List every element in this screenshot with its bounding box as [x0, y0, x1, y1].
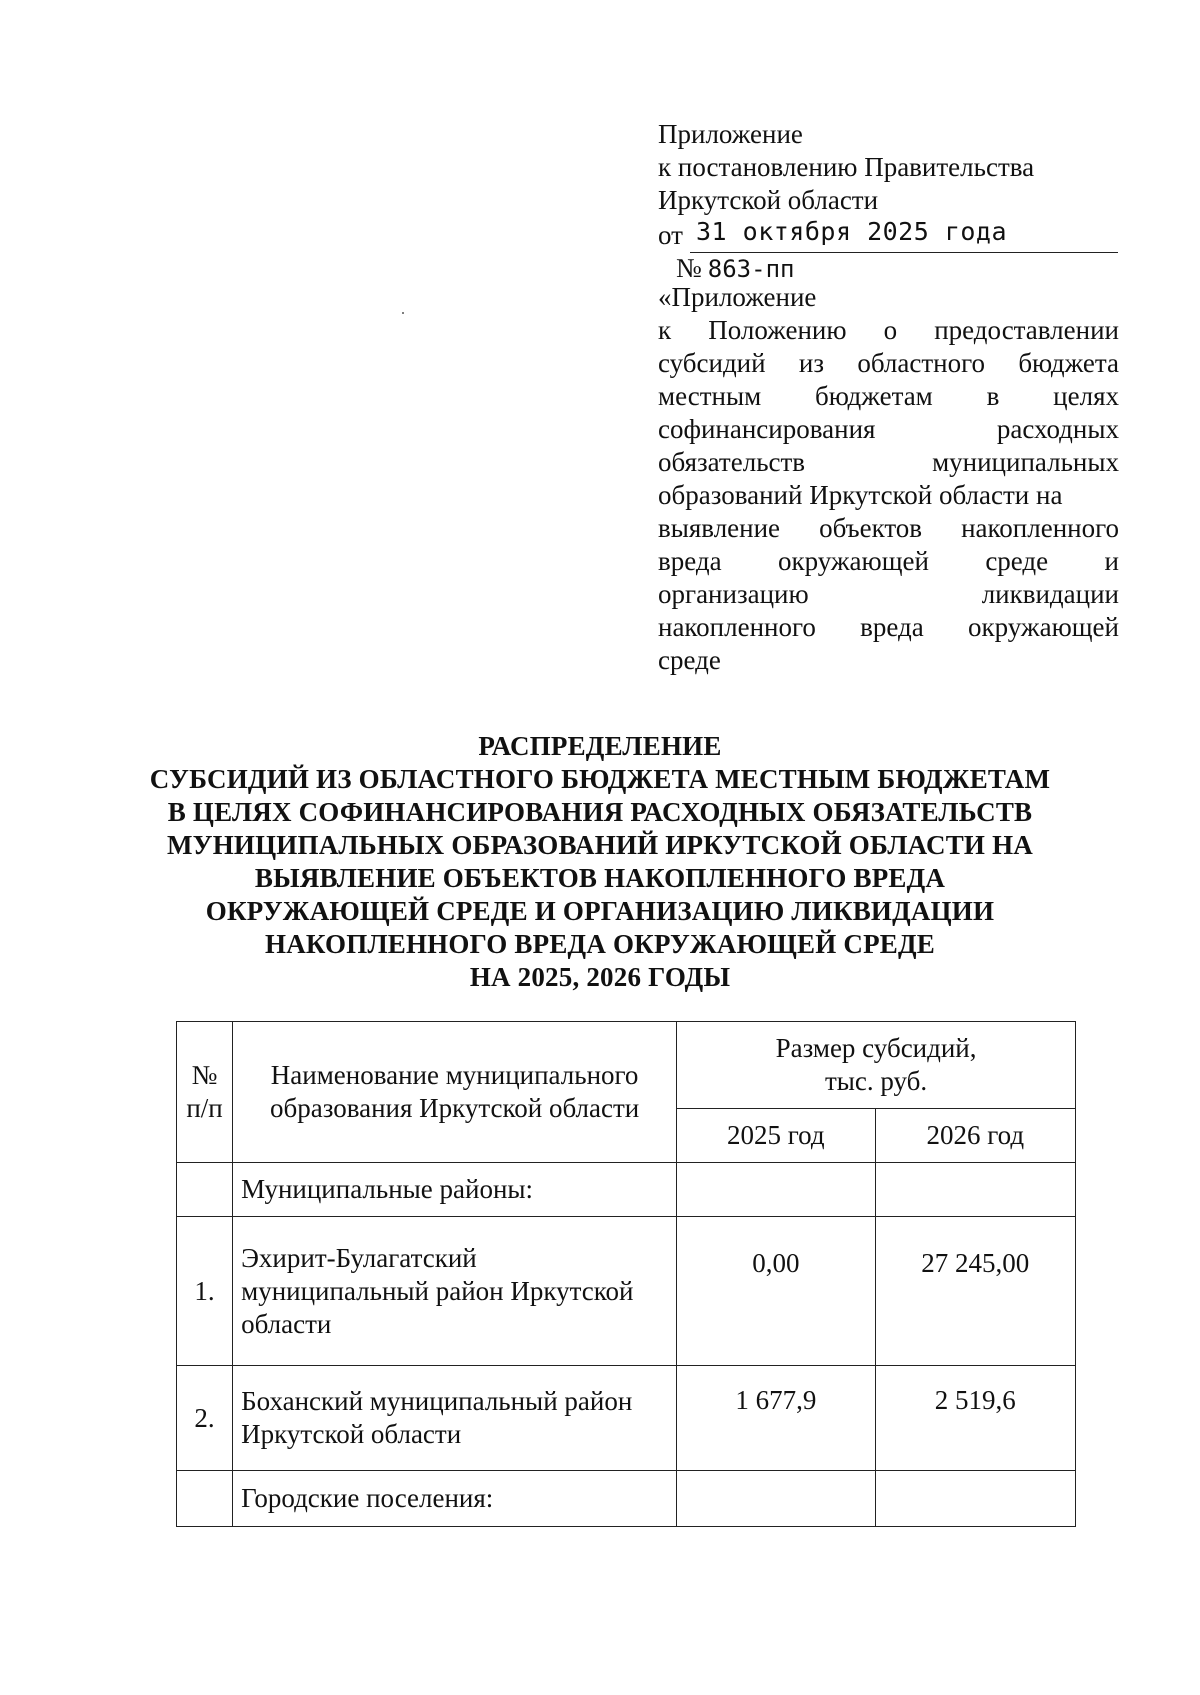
- appendix-line: [658, 479, 1119, 512]
- table-cell: [875, 1163, 1075, 1217]
- approval-line-1: Приложение: [658, 119, 803, 149]
- row-name-line: Эхирит-Булагатский: [241, 1242, 477, 1273]
- appendix-word: среде: [985, 546, 1049, 576]
- table-row: [177, 1366, 1076, 1471]
- appendix-word: образований Иркутской области на: [658, 480, 1063, 510]
- date-prefix: от: [658, 220, 683, 250]
- header-name-line2: образования Иркутской области: [269, 1093, 640, 1123]
- appendix-word: субсидий: [658, 348, 766, 378]
- row-value-2025: 0,00: [677, 1217, 875, 1366]
- appendix-word: муниципальных: [932, 447, 1119, 477]
- appendix-word: окружающей: [968, 612, 1119, 642]
- row-number: 2.: [177, 1366, 233, 1471]
- appendix-word: предоставлении: [934, 315, 1119, 345]
- title-line: ОКРУЖАЮЩЕЙ СРЕДЕ И ОРГАНИЗАЦИЮ ЛИКВИДАЦИИ: [205, 896, 995, 926]
- approval-date: 31 октября 2025 года: [696, 217, 1008, 246]
- appendix-word: объектов: [819, 513, 923, 543]
- appendix-word: окружающей: [777, 546, 929, 576]
- appendix-word: целях: [1053, 381, 1119, 411]
- appendix-line: [658, 281, 1119, 314]
- appendix-word: вреда: [658, 546, 722, 576]
- scan-dot: [402, 312, 404, 314]
- appendix-word: бюджетам: [815, 381, 933, 411]
- table-cell: [177, 1163, 233, 1217]
- appendix-line: [658, 413, 1119, 446]
- title-line: В ЦЕЛЯХ СОФИНАНСИРОВАНИЯ РАСХОДНЫХ ОБЯЗАТЕЛЬСТВ: [167, 797, 1033, 827]
- row-value-2025: 1 677,9: [677, 1366, 875, 1471]
- row-number: 1.: [177, 1217, 233, 1366]
- appendix-line: [658, 644, 1119, 677]
- appendix-word: софинансирования: [658, 414, 876, 444]
- row-value-2026: 27 245,00: [875, 1217, 1075, 1366]
- appendix-word: о: [883, 315, 898, 345]
- title-line: ВЫЯВЛЕНИЕ ОБЪЕКТОВ НАКОПЛЕННОГО ВРЕДА: [254, 863, 946, 893]
- appendix-word: к: [658, 315, 672, 345]
- title-line: НАКОПЛЕННОГО ВРЕДА ОКРУЖАЮЩЕЙ СРЕДЕ: [265, 929, 935, 959]
- table-cell: [677, 1163, 875, 1217]
- row-name-line: Боханский муниципальный район: [241, 1386, 633, 1416]
- appendix-line: [658, 545, 1119, 578]
- table-row: [177, 1217, 1076, 1366]
- table-header-row: [177, 1022, 1076, 1109]
- header-year-2026: 2026 год: [875, 1109, 1075, 1163]
- title-line: НА 2025, 2026 ГОДЫ: [469, 962, 731, 992]
- header-group-line2: тыс. руб.: [824, 1066, 928, 1096]
- appendix-line: [658, 578, 1119, 611]
- appendix-word: из: [798, 348, 825, 378]
- appendix-word: среде: [658, 645, 721, 675]
- appendix-word: вреда: [860, 612, 924, 642]
- header-year-2025: 2025 год: [677, 1109, 875, 1163]
- section-label: Муниципальные районы:: [233, 1163, 677, 1217]
- appendix-word: Положению: [708, 315, 847, 345]
- appendix-word: обязательств: [658, 447, 806, 477]
- table-cell: [677, 1471, 875, 1527]
- table-cell: [177, 1471, 233, 1527]
- row-name: [233, 1366, 677, 1471]
- approval-number-line: [676, 252, 1118, 282]
- appendix-line: [658, 314, 1119, 347]
- appendix-word: «Приложение: [658, 282, 817, 312]
- row-name-line: Иркутской области: [241, 1419, 462, 1449]
- subsidy-table: [176, 1021, 1076, 1527]
- header-number-line1: №: [191, 1060, 218, 1090]
- title-line: МУНИЦИПАЛЬНЫХ ОБРАЗОВАНИЙ ИРКУТСКОЙ ОБЛАСТИ НА: [167, 830, 1033, 860]
- appendix-word: ликвидации: [981, 579, 1119, 609]
- header-name: [233, 1022, 677, 1163]
- appendix-line: [658, 347, 1119, 380]
- approval-block: [658, 118, 1118, 282]
- header-number-line2: п/п: [186, 1093, 223, 1123]
- section-label: Городские поселения:: [233, 1471, 677, 1527]
- appendix-word: выявление: [658, 513, 781, 543]
- appendix-block: [658, 281, 1119, 677]
- header-number: [177, 1022, 233, 1163]
- appendix-word: бюджета: [1018, 348, 1119, 378]
- approval-number: 863-пп: [707, 255, 795, 283]
- date-underline: [690, 252, 1118, 253]
- row-value-2026: 2 519,6: [875, 1366, 1075, 1471]
- approval-line-3: Иркутской области: [658, 185, 879, 215]
- appendix-line: [658, 380, 1119, 413]
- table-cell: [875, 1471, 1075, 1527]
- appendix-word: расходных: [996, 414, 1119, 444]
- row-name: [233, 1217, 677, 1366]
- appendix-word: областного: [857, 348, 985, 378]
- row-name-line: области: [241, 1308, 332, 1339]
- title-line: РАСПРЕДЕЛЕНИЕ: [478, 731, 722, 761]
- section-row-districts: [177, 1163, 1076, 1217]
- appendix-line: [658, 611, 1119, 644]
- approval-line-2: к постановлению Правительства: [658, 152, 1035, 182]
- row-name-line: муниципальный район Иркутской: [241, 1275, 634, 1306]
- header-group-line1: Размер субсидий,: [775, 1033, 977, 1063]
- appendix-word: накопленного: [961, 513, 1119, 543]
- appendix-word: в: [986, 381, 1000, 411]
- number-sign: №: [676, 253, 702, 283]
- appendix-line: [658, 512, 1119, 545]
- appendix-word: и: [1104, 546, 1119, 576]
- appendix-line: [658, 446, 1119, 479]
- section-row-urban: [177, 1471, 1076, 1527]
- title-line: СУБСИДИЙ ИЗ ОБЛАСТНОГО БЮДЖЕТА МЕСТНЫМ БЮДЖЕТАМ: [149, 764, 1051, 794]
- header-subsidy-size: [677, 1022, 1076, 1109]
- approval-date-line: [658, 219, 1118, 252]
- appendix-word: местным: [658, 381, 762, 411]
- appendix-word: организацию: [658, 579, 809, 609]
- header-name-line1: Наименование муниципального: [270, 1060, 639, 1090]
- document-title: [120, 730, 1080, 994]
- appendix-word: накопленного: [658, 612, 816, 642]
